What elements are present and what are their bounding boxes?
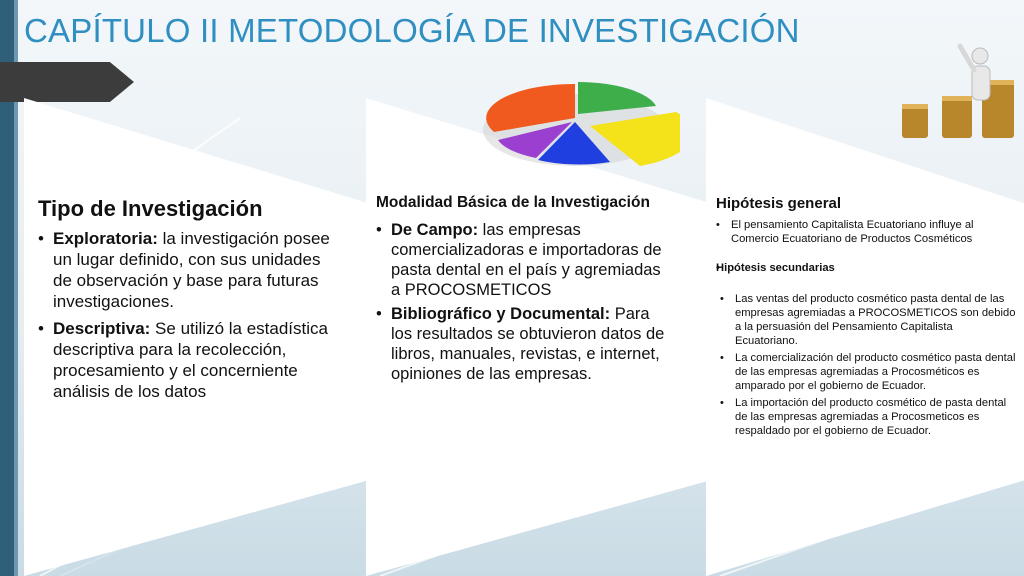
coin-stacks-illustration (898, 40, 1024, 144)
hipotesis-general-text: • El pensamiento Capitalista Ecuatoriano influye al Comercio Ecuatoriano de Productos Cosméticos (716, 218, 1018, 246)
slide-title: CAPÍTULO II METODOLOGÍA DE INVESTIGACIÓN (24, 12, 800, 49)
hipotesis-general-heading: Hipótesis general (716, 195, 842, 212)
item-text: Se utilizó la estadística descriptiva para la recolección, procesamiento y el concerniente análisis de los datos (53, 319, 328, 401)
item-text: la investigación posee un lugar definido, con sus unidades de observación y base para futuras investigaciones. (53, 229, 330, 311)
item-term: Descriptiva: (53, 319, 151, 338)
modalidad-content (376, 193, 666, 388)
secundarias-label: Hipótesis secundarias (716, 262, 835, 274)
tipo-investigacion-heading: Tipo de Investigación (38, 196, 263, 221)
tipo-investigacion-content (38, 196, 338, 408)
item-text: Para los resultados se obtuvieron datos de libros, manuales, revistas, e internet, opiniones de las empresas. (391, 305, 665, 383)
item-term: Bibliográfico y Documental: (391, 305, 611, 323)
item-text: las empresas comercializadoras e importadoras de pasta dental en el país y agremiadas a PROCOSMETICOS (391, 221, 662, 299)
list-item: • La importación del producto cosmético de pasta dental de las empresas agremiadas a Procosmeticos es respaldado por el gobierno de Ecuador. (720, 396, 1018, 438)
title-tab-arrow (0, 62, 134, 102)
modalidad-heading: Modalidad Básica de la Investigación (376, 194, 650, 211)
list-item (38, 228, 338, 312)
hipotesis-secundarias-heading (716, 262, 1018, 274)
list-item (376, 304, 666, 384)
list-item: • Las ventas del producto cosmético pasta dental de las empresas agremiadas a PROCOSMETICOS son debido a la persuasión del Pensamiento Capitalista Ecuatoriano. (720, 292, 1018, 348)
list-item (38, 318, 338, 402)
item-term: Exploratoria: (53, 229, 158, 248)
list-item (376, 220, 666, 300)
hipotesis-content (716, 195, 1018, 441)
pie-chart-illustration (480, 78, 680, 170)
item-term: De Campo: (391, 221, 479, 239)
list-item: • La comercialización del producto cosmético pasta dental de las empresas agremiadas a Procosméticos es amparado por el gobierno de Ecuador. (720, 351, 1018, 393)
